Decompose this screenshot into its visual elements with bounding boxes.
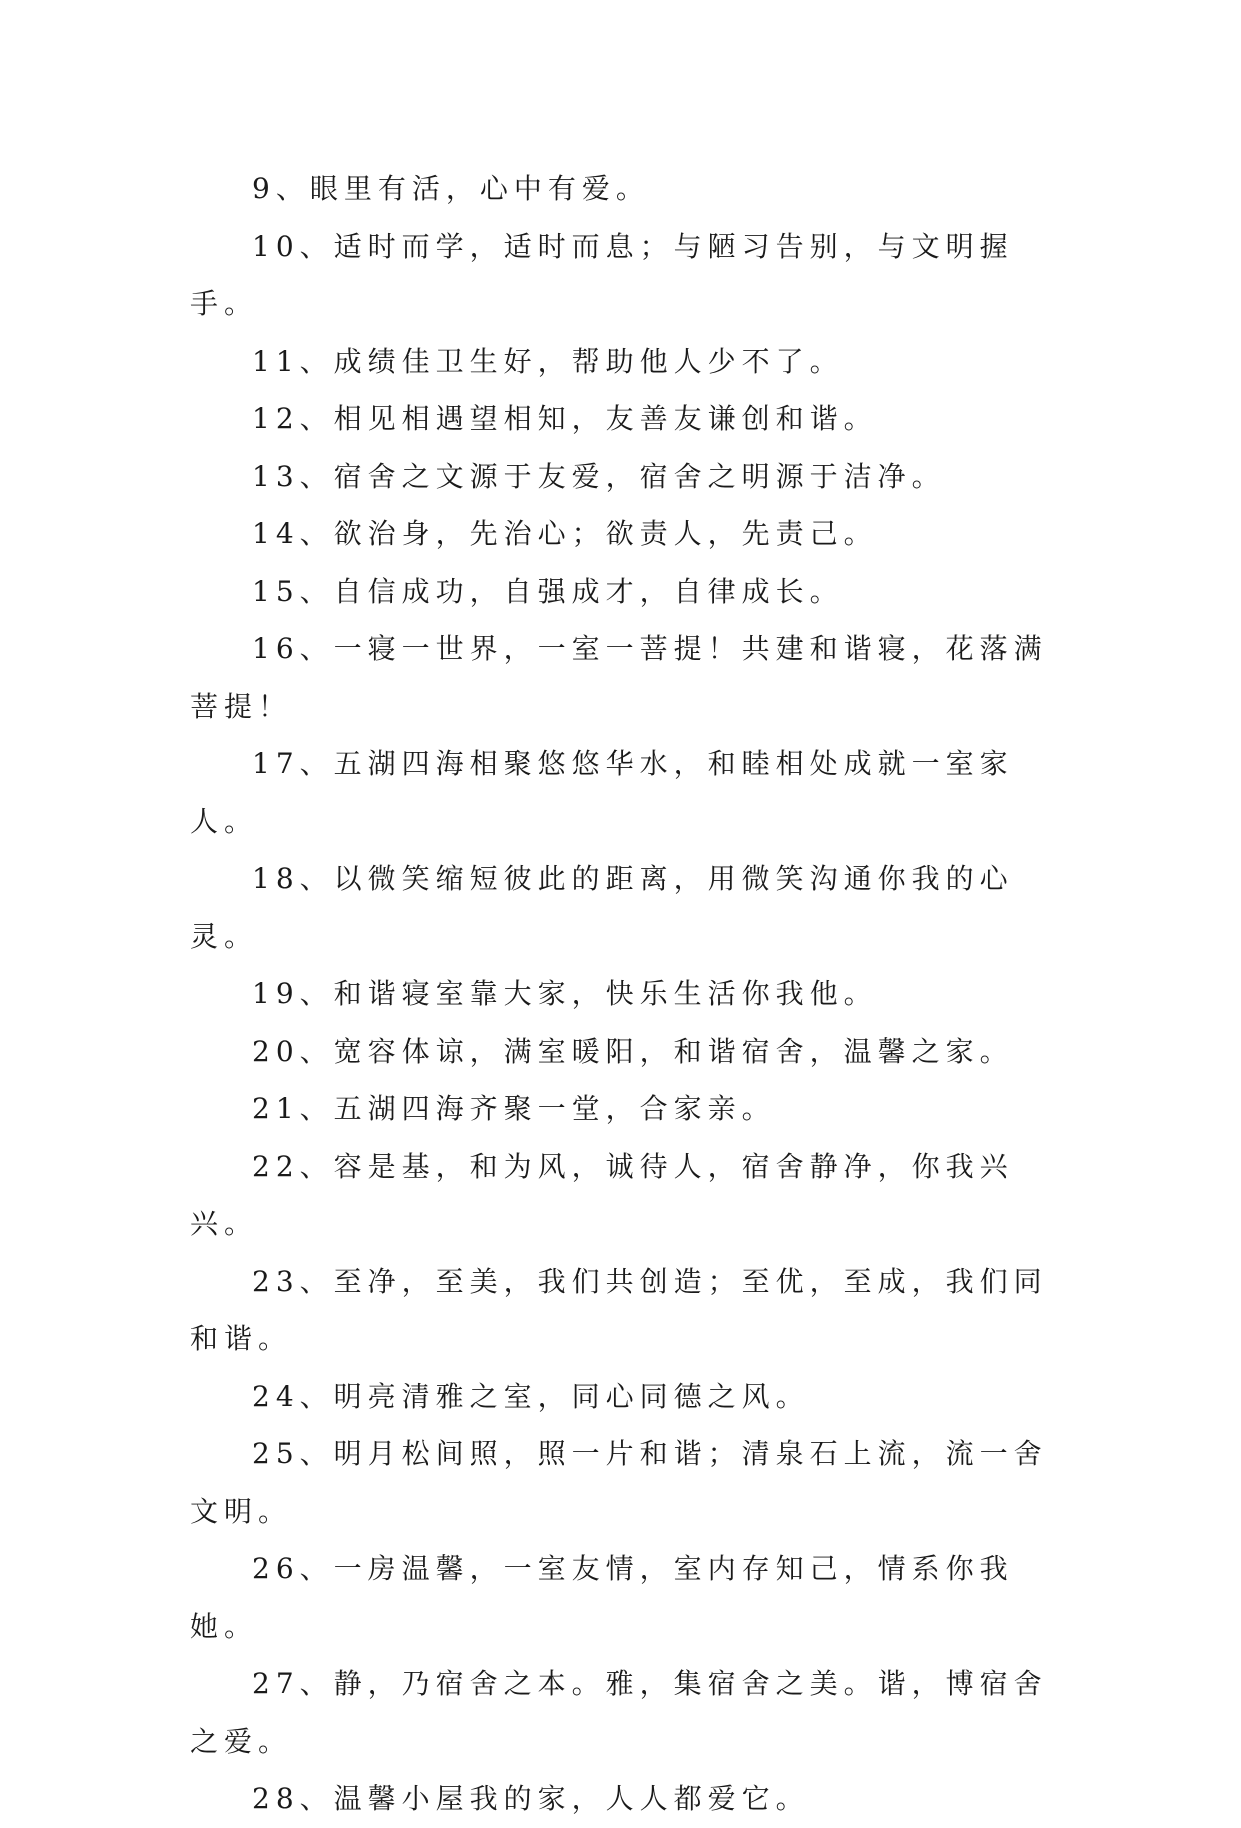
paragraph-23: 23、至净，至美，我们共创造；至优，至成，我们同和谐。: [190, 1264, 1048, 1355]
paragraph-24: 24、明亮清雅之室，同心同德之风。: [252, 1379, 810, 1413]
paragraph-15: 15、自信成功，自强成才，自律成长。: [252, 574, 844, 608]
paragraph-19: 19、和谐寝室靠大家，快乐生活你我他。: [252, 977, 878, 1010]
paragraph-17: 17、五湖四海相聚悠悠华水，和睦相处成就一室家人。: [190, 747, 1014, 838]
paragraph-27: 27、静，乃宿舍之本。雅，集宿舍之美。谐，博宿舍之爱。: [190, 1667, 1048, 1758]
paragraph-16: 16、一寝一世界，一室一菩提！共建和谐寝，花落满菩提！: [190, 632, 1048, 723]
paragraph-25: 25、明月松间照，照一片和谐；清泉石上流，流一舍文明。: [190, 1437, 1048, 1528]
paragraph-12: 12、相见相遇望相知，友善友谦创和谐。: [252, 402, 878, 435]
paragraph-21: 21、五湖四海齐聚一堂，合家亲。: [252, 1092, 776, 1125]
document-body: [190, 160, 1060, 1828]
paragraph-11: 11、成绩佳卫生好，帮助他人少不了。: [252, 344, 844, 378]
paragraph-14: 14、欲治身，先治心；欲责人，先责己。: [252, 517, 878, 550]
paragraph-26: 26、一房温馨，一室友情，室内存知己，情系你我她。: [190, 1552, 1014, 1643]
paragraph-20: 20、宽容体谅，满室暖阳，和谐宿舍，温馨之家。: [252, 1034, 1014, 1068]
paragraph-22: 22、容是基，和为风，诚待人，宿舍静净，你我兴兴。: [190, 1149, 1014, 1240]
paragraph-28: 28、温馨小屋我的家，人人都爱它。: [252, 1782, 810, 1815]
paragraph-13: 13、宿舍之文源于友爱，宿舍之明源于洁净。: [252, 459, 946, 493]
paragraph-10: 10、适时而学，适时而息；与陋习告别，与文明握手。: [190, 229, 1014, 320]
paragraph-18: 18、以微笑缩短彼此的距离，用微笑沟通你我的心灵。: [190, 862, 1014, 953]
paragraph-9: 9、眼里有活，心中有爱。: [252, 172, 650, 205]
